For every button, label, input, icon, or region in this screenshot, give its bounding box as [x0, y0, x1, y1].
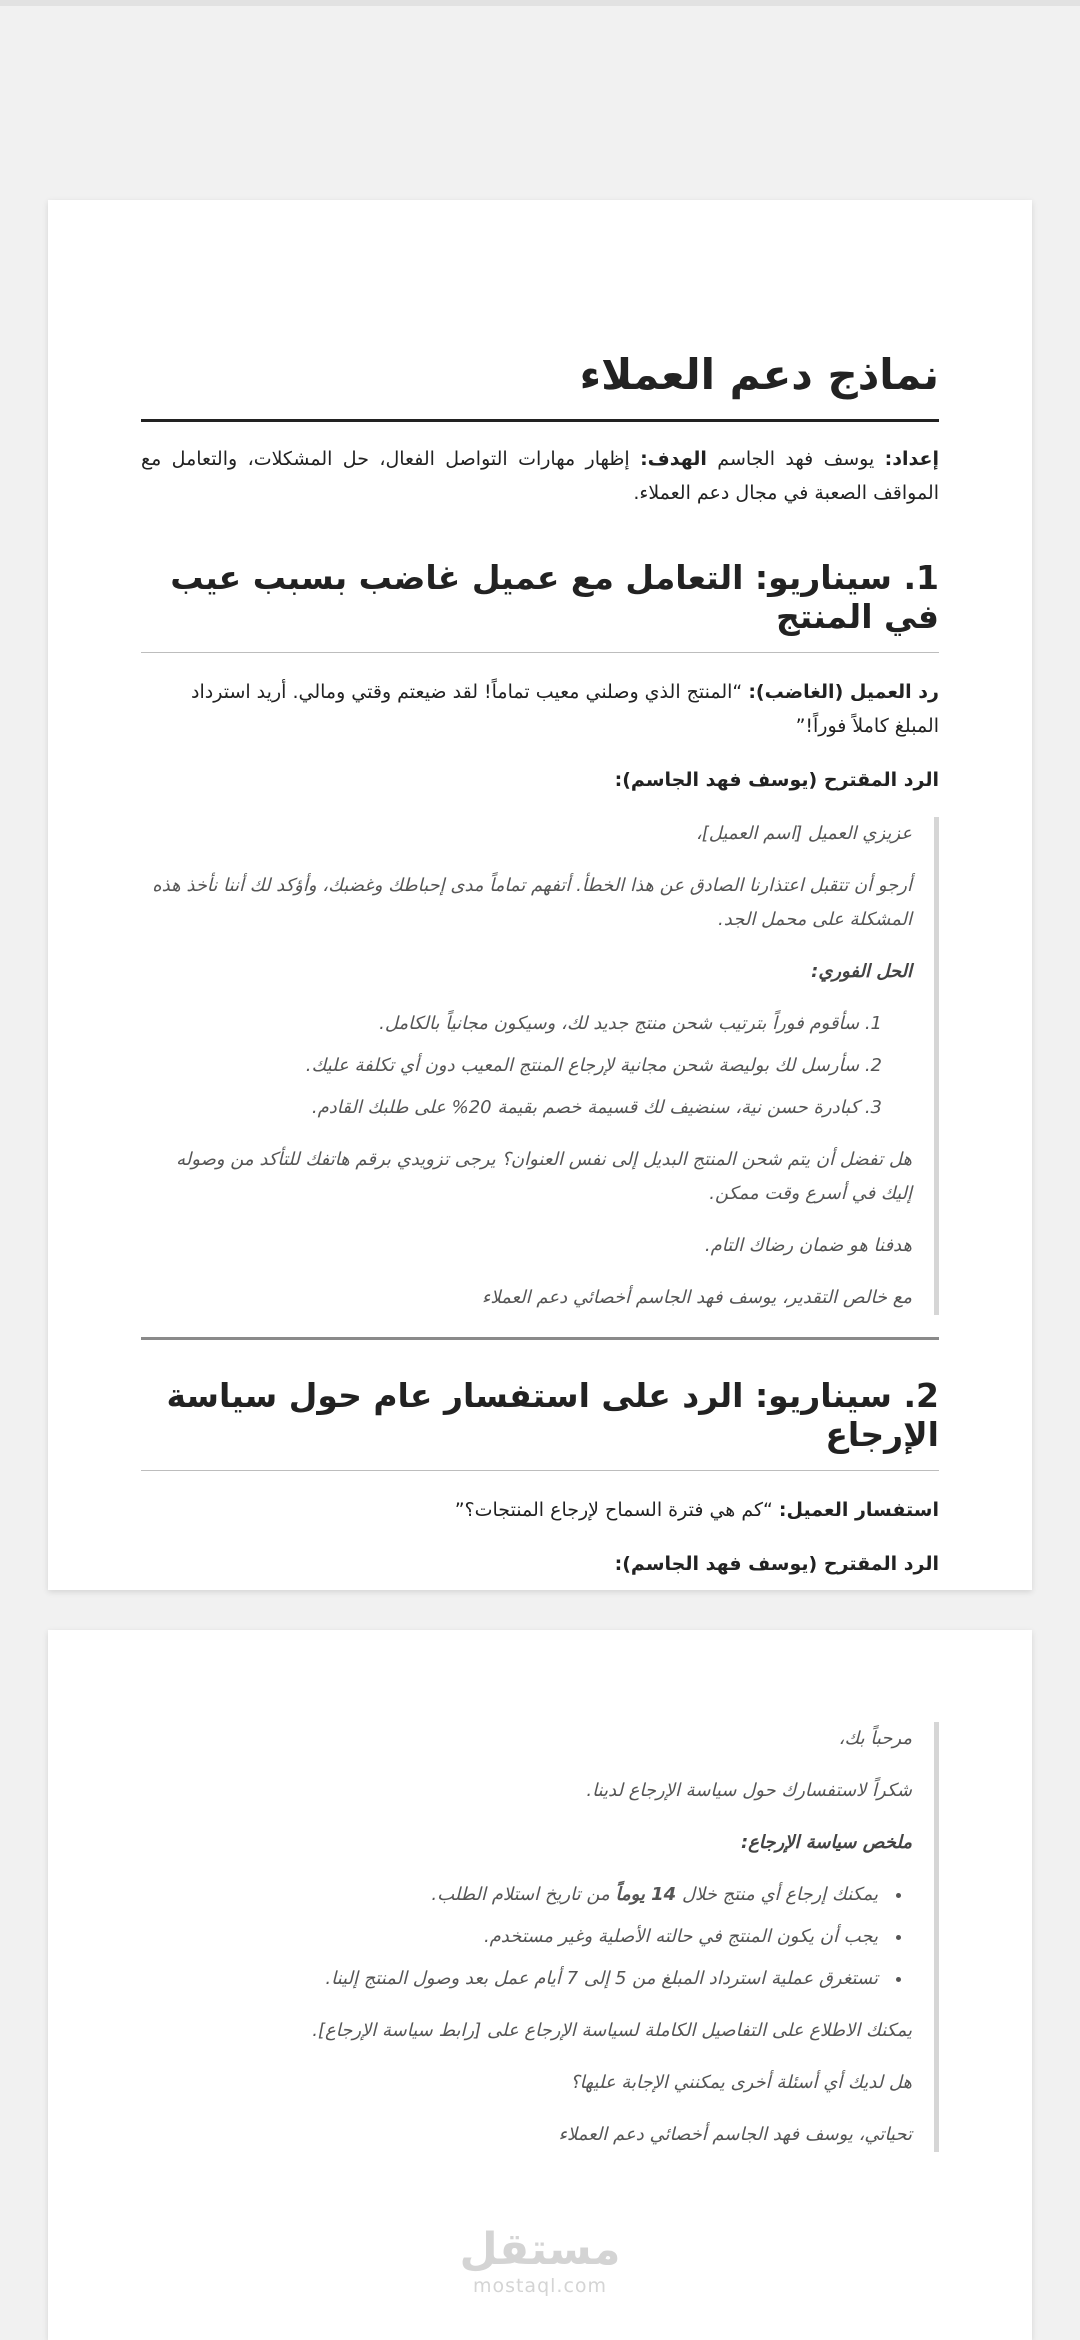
policy-bullet: • تستغرق عملية استرداد المبلغ من 5 إلى 7 أيام عمل بعد وصول المنتج إلينا.: [141, 1962, 884, 1996]
bullet-text: يمكنك إرجاع أي منتج خلال: [676, 1884, 878, 1905]
scenario-1-heading: 1. سيناريو: التعامل مع عميل غاضب بسبب عيب في المنتج: [141, 558, 939, 653]
solution-heading: الحل الفوري:: [811, 961, 912, 982]
scenario-2-heading: 2. سيناريو: الرد على استفسار عام حول سياسة الإرجاع: [141, 1376, 939, 1471]
solution-step: 1. سأقوم فوراً بترتيب شحن منتج جديد لك، وسيكون مجانياً بالكامل.: [379, 1013, 882, 1034]
goal-text: إظهار مهارات التواصل الفعال، حل المشكلات، والتعامل مع المواقف الصعبة في مجال دعم العملاء.: [141, 448, 939, 504]
scenario-2-reply-quote: [141, 1722, 939, 2152]
document-meta: [141, 442, 939, 510]
reply-apology: أرجو أن تتقبل اعتذارنا الصادق عن هذا الخطأ. أتفهم تماماً مدى إحباطك وغضبك، وأؤكد لك أننا نأخذ هذه المشكلة على محمل الجد.: [152, 875, 912, 930]
reply-signature: مع خالص التقدير، يوسف فهد الجاسم أخصائي دعم العملاء: [481, 1287, 912, 1308]
top-bar: [0, 0, 1080, 6]
scenario-1-reply-quote: [141, 817, 939, 1315]
scenario-2-response-label: [141, 1547, 939, 1581]
solution-steps: [141, 1007, 912, 1125]
document-page-1: [48, 200, 1032, 1590]
scenario-1-response-label: [141, 763, 939, 797]
reply-greeting: مرحباً بك،: [838, 1728, 912, 1749]
reply-details: يمكنك الاطلاع على التفاصيل الكاملة لسياسة الإرجاع على [رابط سياسة الإرجاع].: [312, 2020, 912, 2041]
customer-label: رد العميل (الغاضب):: [748, 681, 939, 703]
mostaql-watermark: [0, 2225, 1080, 2297]
reply-thanks: شكراً لاستفسارك حول سياسة الإرجاع لدينا.: [586, 1780, 912, 1801]
page-2-content: [141, 1722, 939, 2152]
reply-goal: هدفنا هو ضمان رضاك التام.: [704, 1235, 912, 1256]
response-label: الرد المقترح (يوسف فهد الجاسم):: [614, 769, 939, 791]
reply-question: هل لديك أي أسئلة أخرى يمكنني الإجابة عليها؟: [570, 2072, 912, 2093]
solution-step: 3. كبادرة حسن نية، سنضيف لك قسيمة خصم بقيمة 20% على طلبك القادم.: [311, 1097, 882, 1118]
watermark-logo: مستقل: [459, 2224, 621, 2275]
section-divider: [141, 1337, 939, 1340]
scenario-2-customer: [141, 1493, 939, 1527]
policy-summary-heading: ملخص سياسة الإرجاع:: [740, 1832, 912, 1853]
policy-bullet: • يجب أن يكون المنتج في حالته الأصلية وغير مستخدم.: [141, 1920, 884, 1954]
inquiry-label: استفسار العميل:: [778, 1499, 939, 1521]
prep-label: إعداد:: [884, 448, 939, 470]
scenario-1-customer: [141, 675, 939, 743]
reply-greeting: عزيزي العميل [اسم العميل]،: [695, 823, 912, 844]
customer-text: “المنتج الذي وصلني معيب تماماً! لقد ضيعتم وقتي ومالي. أريد استرداد المبلغ كاملاً فوراً!”: [191, 681, 939, 737]
policy-bullet: [141, 1878, 884, 1912]
reply-question: هل تفضل أن يتم شحن المنتج البديل إلى نفس العنوان؟ يرجى تزويدي برقم هاتفك للتأكد من وصوله إليك في أسرع وقت ممكن.: [176, 1149, 912, 1204]
watermark-url: mostaql.com: [472, 2275, 608, 2297]
reply-signature: تحياتي، يوسف فهد الجاسم أخصائي دعم العملاء: [558, 2124, 912, 2145]
document-title: نماذج دعم العملاء: [141, 350, 939, 422]
page-1-content: [141, 350, 939, 1601]
prep-name: يوسف فهد الجاسم: [706, 448, 885, 470]
policy-bullets: [141, 1878, 912, 1996]
solution-step: 2. سأرسل لك بوليصة شحن مجانية لإرجاع المنتج المعيب دون أي تكلفة عليك.: [305, 1055, 882, 1076]
response-label: الرد المقترح (يوسف فهد الجاسم):: [614, 1553, 939, 1575]
bullet-bold: 14 يوماً: [615, 1884, 677, 1905]
inquiry-text: “كم هي فترة السماح لإرجاع المنتجات؟”: [454, 1499, 779, 1521]
goal-label: الهدف:: [640, 448, 707, 470]
bullet-text: من تاريخ استلام الطلب.: [431, 1884, 616, 1905]
